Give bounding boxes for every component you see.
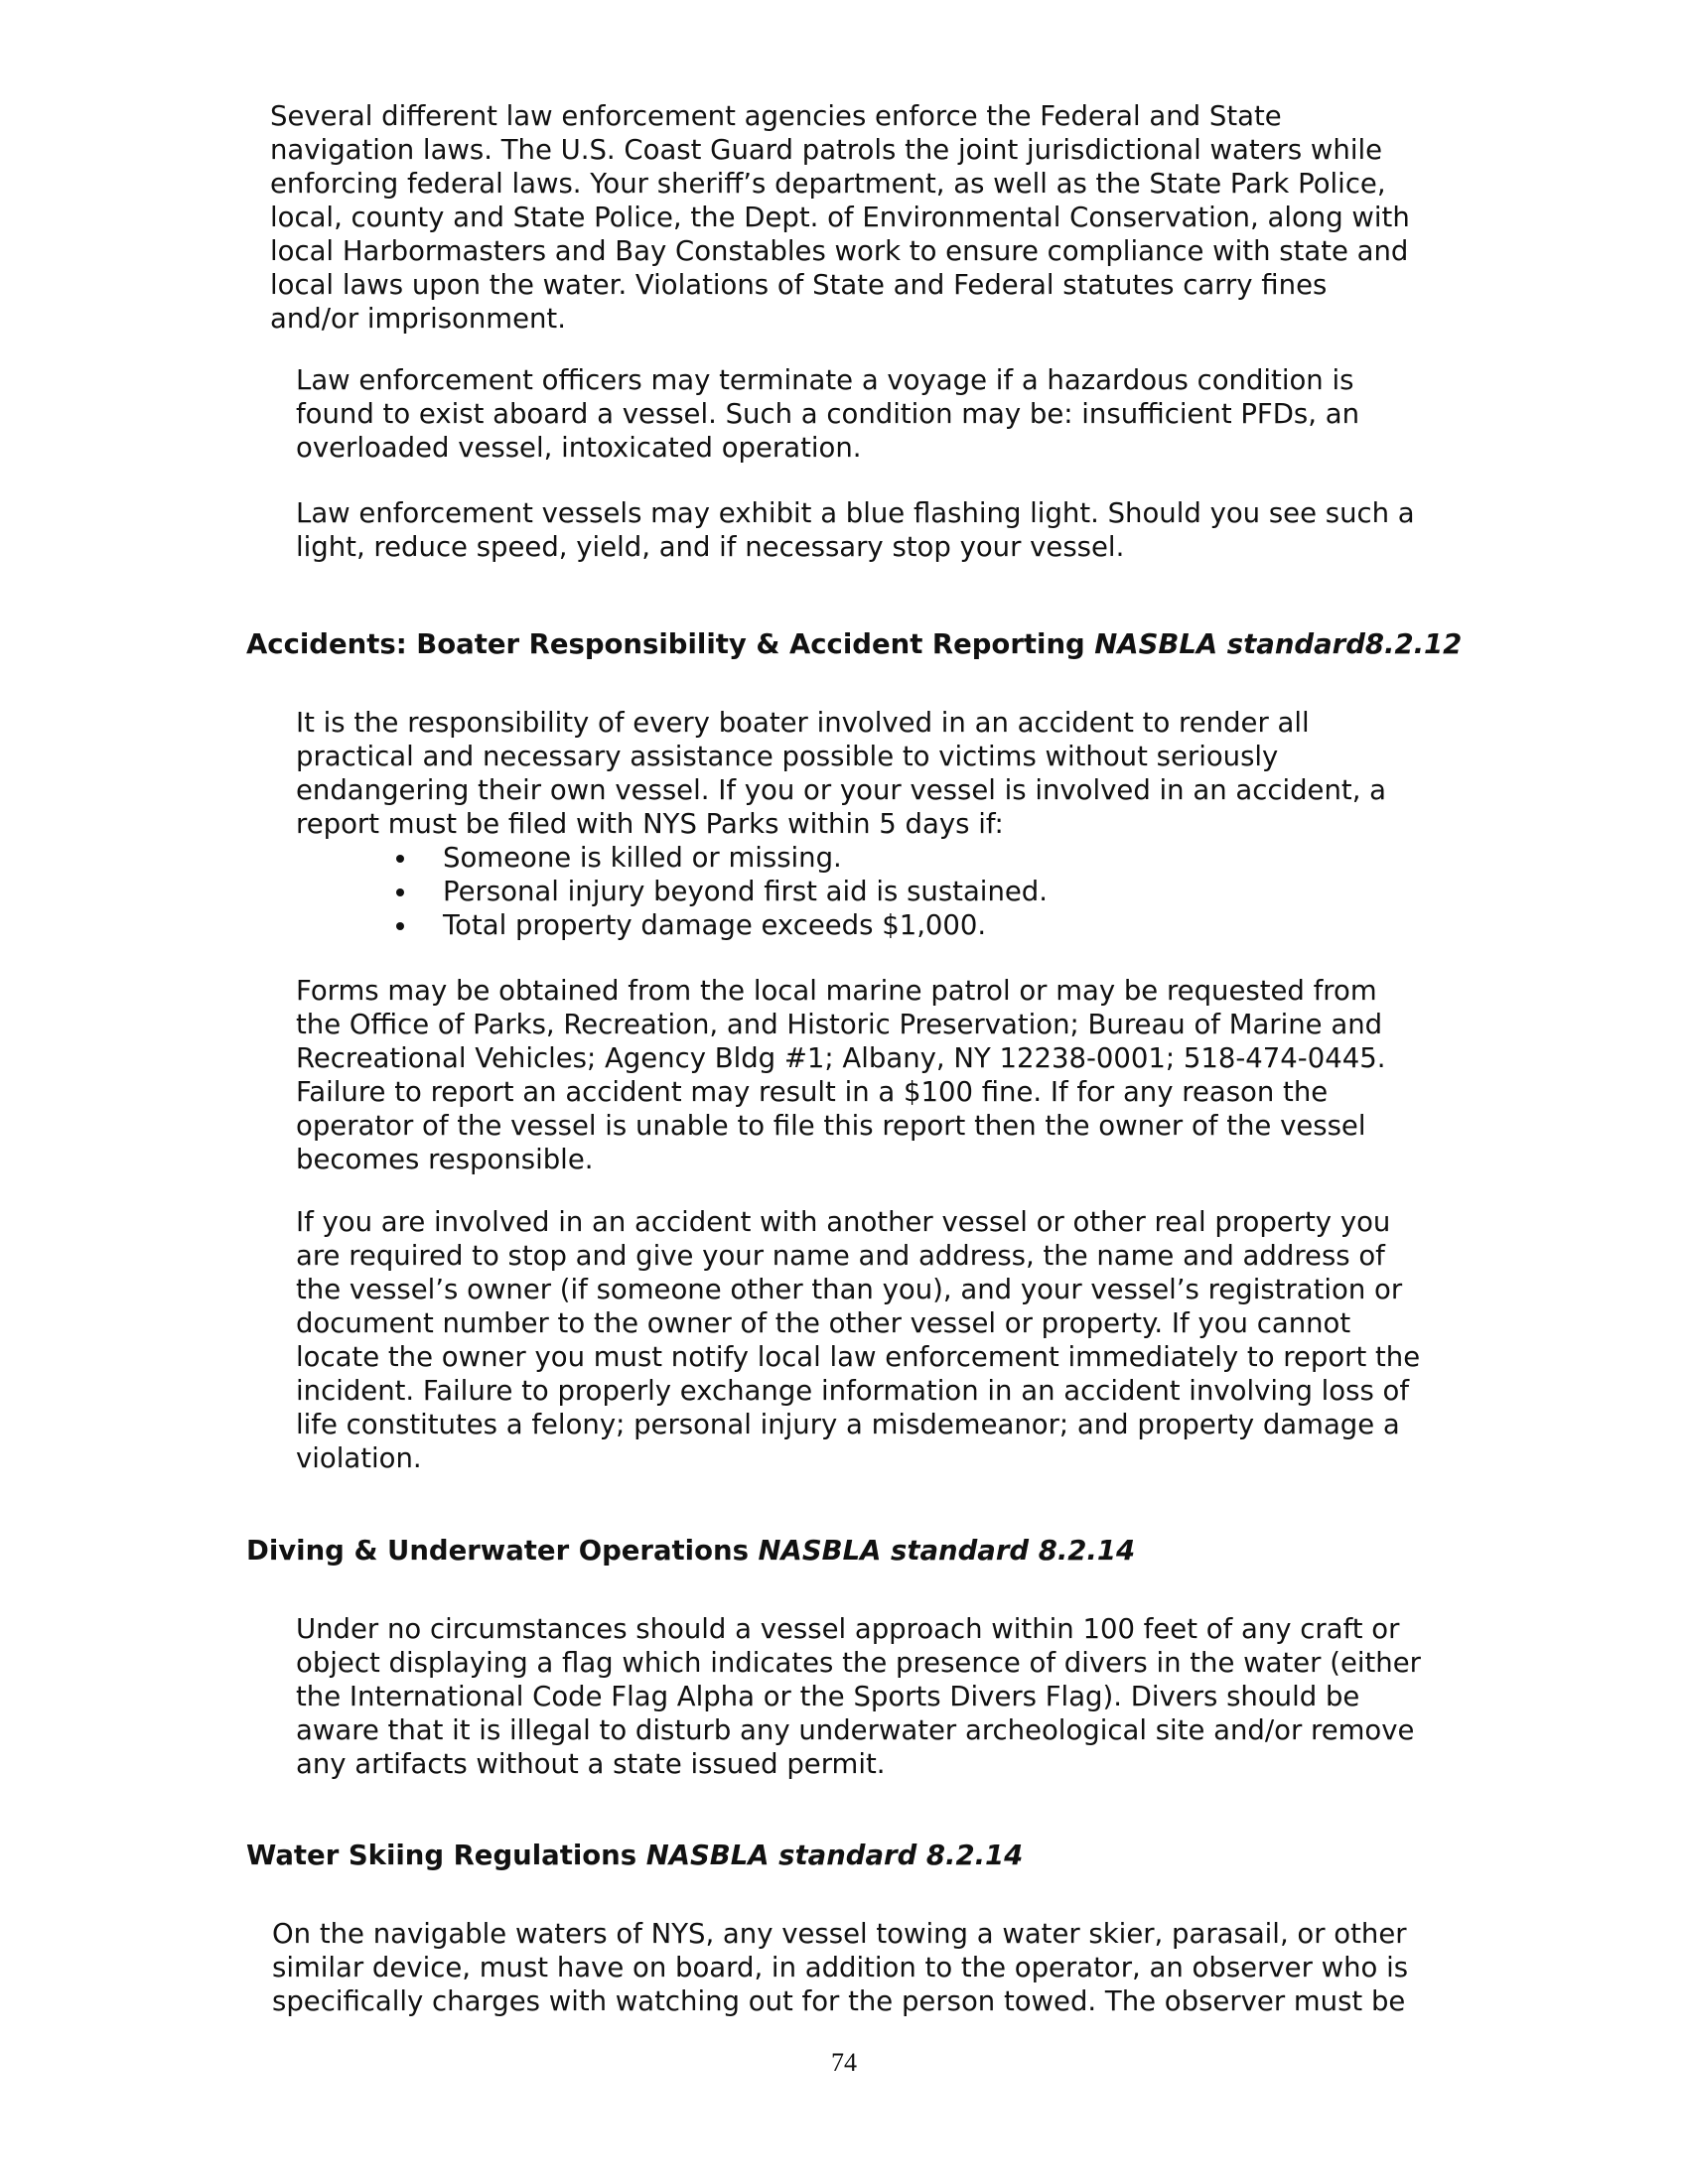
accident-exchange-paragraph: [296, 1205, 1420, 1475]
text-line: overloaded vessel, intoxicated operation.: [296, 432, 862, 464]
diving-heading: [246, 1534, 1135, 1568]
text-line: light, reduce speed, yield, and if necessary stop your vessel.: [296, 531, 1125, 563]
text-line: found to exist aboard a vessel. Such a condition may be: insufficient PFDs, an: [296, 398, 1360, 430]
text-line: are required to stop and give your name and address, the name and address of: [296, 1240, 1385, 1272]
nasbla-standard: NASBLA standard8.2.12: [1094, 628, 1463, 660]
text-line: Recreational Vehicles; Agency Bldg #1; Albany, NY 12238-0001; 518-474-0445.: [296, 1042, 1386, 1074]
water-skiing-paragraph: [272, 1917, 1408, 2018]
page-number: 74: [831, 2048, 857, 2077]
water-skiing-heading: [246, 1839, 1023, 1872]
text-line: Several different law enforcement agencies enforce the Federal and State: [270, 100, 1282, 132]
text-line: aware that it is illegal to disturb any underwater archeological site and/or remove: [296, 1714, 1415, 1746]
text-line: On the navigable waters of NYS, any vessel towing a water skier, parasail, or other: [272, 1918, 1407, 1950]
accidents-heading: [246, 627, 1462, 661]
text-line: life constitutes a felony; personal injury a misdemeanor; and property damage a: [296, 1409, 1400, 1440]
text-line: operator of the vessel is unable to file this report then the owner of the vessel: [296, 1110, 1366, 1142]
text-line: Failure to report an accident may result in a $100 fine. If for any reason the: [296, 1076, 1329, 1108]
section-title: Diving & Underwater Operations: [246, 1535, 749, 1567]
text-line: local Harbormasters and Bay Constables work to ensure compliance with state and: [270, 235, 1409, 267]
text-line: local laws upon the water. Violations of State and Federal statutes carry fines: [270, 269, 1328, 301]
bullet-icon: [396, 855, 404, 863]
bullet-icon: [396, 888, 404, 896]
nasbla-standard: NASBLA standard 8.2.14: [645, 1840, 1024, 1871]
text-line: locate the owner you must notify local law enforcement immediately to report the: [296, 1341, 1421, 1373]
accident-forms-paragraph: [296, 974, 1385, 1176]
text-line: violation.: [296, 1442, 422, 1474]
nasbla-standard: NASBLA standard 8.2.14: [758, 1535, 1136, 1567]
text-line: and/or imprisonment.: [270, 303, 566, 335]
text-line: the Office of Parks, Recreation, and Historic Preservation; Bureau of Marine and: [296, 1009, 1383, 1040]
text-line: Law enforcement officers may terminate a voyage if a hazardous condition is: [296, 364, 1354, 396]
text-line: It is the responsibility of every boater involved in an accident to render all: [296, 707, 1310, 739]
terminate-voyage-paragraph: [296, 363, 1359, 465]
text-line: Forms may be obtained from the local marine patrol or may be requested from: [296, 975, 1377, 1007]
text-line: any artifacts without a state issued permit.: [296, 1748, 886, 1780]
text-line: navigation laws. The U.S. Coast Guard patrols the joint jurisdictional waters while: [270, 134, 1383, 166]
text-line: If you are involved in an accident with another vessel or other real property you: [296, 1206, 1391, 1238]
text-line: report must be filed with NYS Parks within 5 days if:: [296, 808, 1004, 840]
accident-criteria-list: [296, 841, 1048, 942]
bullet-icon: [396, 922, 404, 930]
text-line: the International Code Flag Alpha or the Sports Divers Flag). Divers should be: [296, 1681, 1360, 1712]
text-line: Law enforcement vessels may exhibit a blue flashing light. Should you see such a: [296, 497, 1415, 529]
text-line: Under no circumstances should a vessel approach within 100 feet of any craft or: [296, 1613, 1400, 1645]
list-item: Someone is killed or missing.: [296, 841, 1048, 875]
section-title: Water Skiing Regulations: [246, 1840, 637, 1871]
text-line: incident. Failure to properly exchange information in an accident involving loss of: [296, 1375, 1410, 1407]
text-line: document number to the owner of the other vessel or property. If you cannot: [296, 1307, 1351, 1339]
section-title: Accidents: Boater Responsibility & Accident Reporting: [246, 628, 1085, 660]
blue-light-paragraph: [296, 496, 1415, 564]
text-line: enforcing federal laws. Your sheriff’s department, as well as the State Park Police,: [270, 168, 1386, 200]
accident-responsibility-paragraph: [296, 706, 1386, 841]
text-line: becomes responsible.: [296, 1144, 594, 1175]
list-item: Personal injury beyond first aid is sustained.: [296, 875, 1048, 908]
intro-paragraph: [270, 99, 1410, 336]
text-line: object displaying a flag which indicates the presence of divers in the water (either: [296, 1647, 1421, 1679]
text-line: the vessel’s owner (if someone other than you), and your vessel’s registration or: [296, 1274, 1403, 1305]
text-line: practical and necessary assistance possible to victims without seriously: [296, 741, 1279, 772]
text-line: endangering their own vessel. If you or your vessel is involved in an accident, a: [296, 774, 1387, 806]
diving-paragraph: [296, 1612, 1421, 1781]
text-line: specifically charges with watching out for the person towed. The observer must be: [272, 1985, 1406, 2017]
list-item: Total property damage exceeds $1,000.: [296, 908, 1048, 942]
text-line: similar device, must have on board, in addition to the operator, an observer who is: [272, 1952, 1409, 1983]
text-line: local, county and State Police, the Dept. of Environmental Conservation, along with: [270, 202, 1410, 233]
